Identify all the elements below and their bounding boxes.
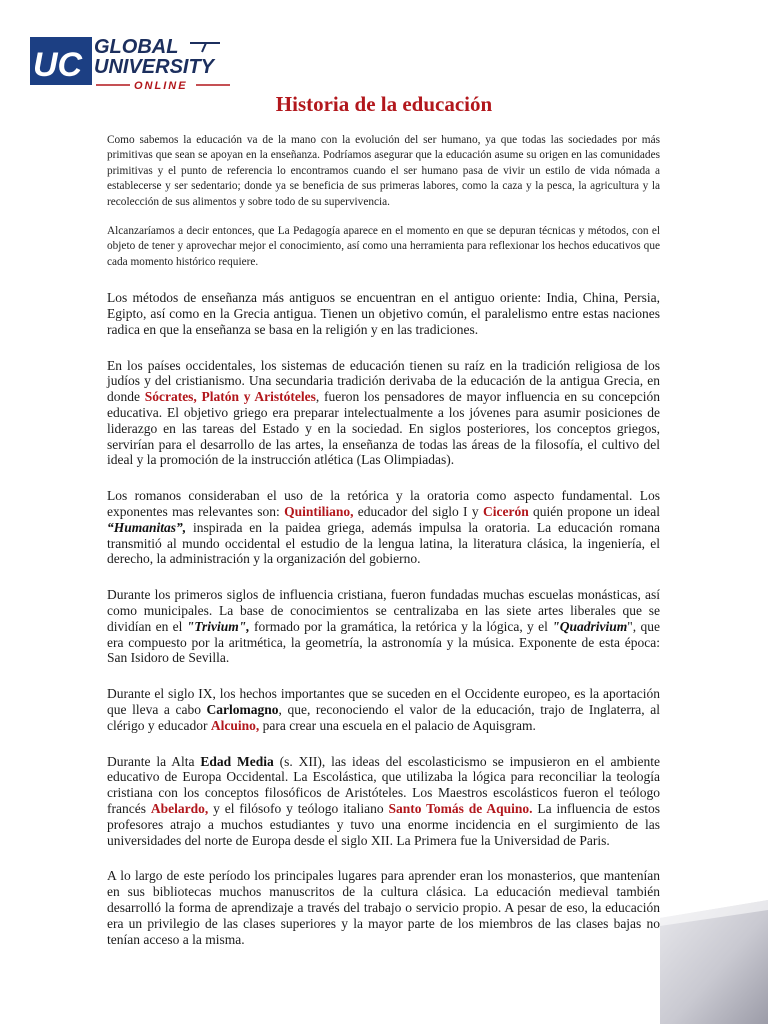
- highlighted-name: Cicerón: [482, 504, 529, 520]
- decorative-corner-graphic: [660, 900, 768, 1024]
- paragraph-cristiana: Durante los primeros siglos de influencia cristiana, fueron fundadas muchas escuelas monásticas, así como municipales. La base de conocimientos se centralizaba en las siete artes liberales que se dividían en el "Trivium", formado por la gramática, la retórica y la lógica, y el "Quadrivium", que era compuesto por la aritmética, la geometría, la astronomía y la música. Exponente de esta época: San Isidoro de Sevilla.: [107, 587, 660, 666]
- logo-letters: UC: [33, 46, 83, 84]
- highlighted-name: Sócrates, Platón y Aristóteles: [144, 389, 316, 405]
- paragraph-edad-media: Durante la Alta Edad Media (s. XII), las ideas del escolasticismo se impusieron en el ambiente educativo de Europa Occidental. La Escolástica, que utilizaba la lógica para reconciliar la teología cristiana con los conceptos filosóficos de Aristóteles. Los Maestros escolásticos fueron el teólogo francés Abelardo, y el filósofo y teólogo italiano Santo Tomás de Aquino. La influencia de estos profesores atrajo a muchos estudiantes y tuvo una enorme incidencia en el surgimiento de las universidades del norte de Europa desde el siglo XII. La Primera fue la Universidad de Paris.: [107, 753, 660, 848]
- page-title: Historia de la educación: [275, 92, 493, 116]
- logo-line-university: UNIVERSITY: [94, 56, 215, 78]
- emphasis-term: "Trivium",: [186, 618, 250, 634]
- highlighted-name: Alcuino,: [210, 717, 260, 733]
- logo-line-online: ONLINE: [134, 80, 188, 92]
- paragraph-final: A lo largo de este período los principales lugares para aprender eran los monasterios, que mantenían en sus bibliotecas muchos manuscritos de la cultura clásica. La educación medieval también desarrolló la forma de aprendizaje a través del trabajo o servicio propio. A pesar de eso, la educación era un privilegio de las clases superiores y la mayor parte de los miembros de las clases bajas no tenían acceso a la misma.: [107, 868, 660, 947]
- emphasis-term: "Quadrivium: [552, 618, 628, 634]
- intro-paragraph-1: Como sabemos la educación va de la mano con la evolución del ser humano, ya que todas las sociedades por más primitivas que sean se apoyan en la enseñanza. Podríamos asegurar que la educación asume su origen en las comunidades primitivas y el punto de referencia lo encontramos cuando el ser humano pasa de vivir un estilo de vida nómada a establecerse y ser sedentario; donde ya se beneficia de sus primeras labores, como la caza y la pesca, la agricultura y la recolección de sus alimentos y sobre todo de su supervivencia.: [107, 134, 660, 208]
- intro-paragraph-2: Alcanzaríamos a decir entonces, que La Pedagogía aparece en el momento en que se depuran técnicas y métodos, con el objeto de tener y aprovechar mejor el conocimiento, así como una herramienta para reflexionar los hechos educativos que cada momento histórico requiere.: [107, 225, 660, 268]
- logo-line-global: GLOBAL: [94, 36, 179, 58]
- paragraph-siglo-ix: Durante el siglo IX, los hechos importantes que se suceden en el Occidente europeo, es la aportación que lleva a cabo Carlomagno, que, reconociendo el valor de la educación, trajo de Inglaterra, al clérigo y educador Alcuino, para crear una escuela en el palacio de Aquisgram.: [107, 686, 661, 733]
- highlighted-name: Quintiliano,: [284, 504, 354, 520]
- highlighted-name: Abelardo,: [150, 800, 209, 816]
- paragraph-romanos: Los romanos consideraban el uso de la retórica y la oratoria como aspecto fundamental. Los exponentes mas relevantes son: Quintiliano, educador del siglo I y Cicerón quién propone un ideal “Humanitas”, inspirada en la paidea griega, además impulsa la oratoria. La educación romana transmitió al mundo occidental el estudio de la lengua latina, la literatura clásica, la ingeniería, el derecho, la administración y la organización del gobierno.: [107, 488, 661, 567]
- emphasis-term: Carlomagno: [206, 701, 279, 717]
- uc-global-university-logo: [30, 34, 242, 92]
- paragraph-occidente: En los países occidentales, los sistemas de educación tienen su raíz en la tradición religiosa de los judíos y del cristianismo. Una secundaria tradición derivaba de la educación de la antigua Grecia, en donde Sócrates, Platón y Aristóteles, fueron los pensadores de mayor influencia en su concepción educativa. El objetivo griego era preparar intelectualmente a los jóvenes para asumir posiciones de liderazgo en las tareas del Estado y en la sociedad. En siglos posteriores, los conceptos griegos, servirían para el desarrollo de las artes, la enseñanza de todas las áreas de la filosofía, el cultivo del ideal y la promoción de la instrucción atlética (Las Olimpiadas).: [107, 357, 660, 468]
- highlighted-name: Santo Tomás de Aquino.: [388, 800, 533, 816]
- emphasis-term: Edad Media: [200, 753, 274, 769]
- emphasis-term: “Humanitas”,: [107, 519, 187, 535]
- paragraph-oriente: Los métodos de enseñanza más antiguos se encuentran en el antiguo oriente: India, China, Persia, Egipto, así como en la Grecia antigua. Tienen un objetivo común, el paralelismo entre estas naciones radica en que la enseñanza se basa en la religión y en las tradiciones.: [107, 290, 660, 337]
- document-body: [107, 133, 660, 947]
